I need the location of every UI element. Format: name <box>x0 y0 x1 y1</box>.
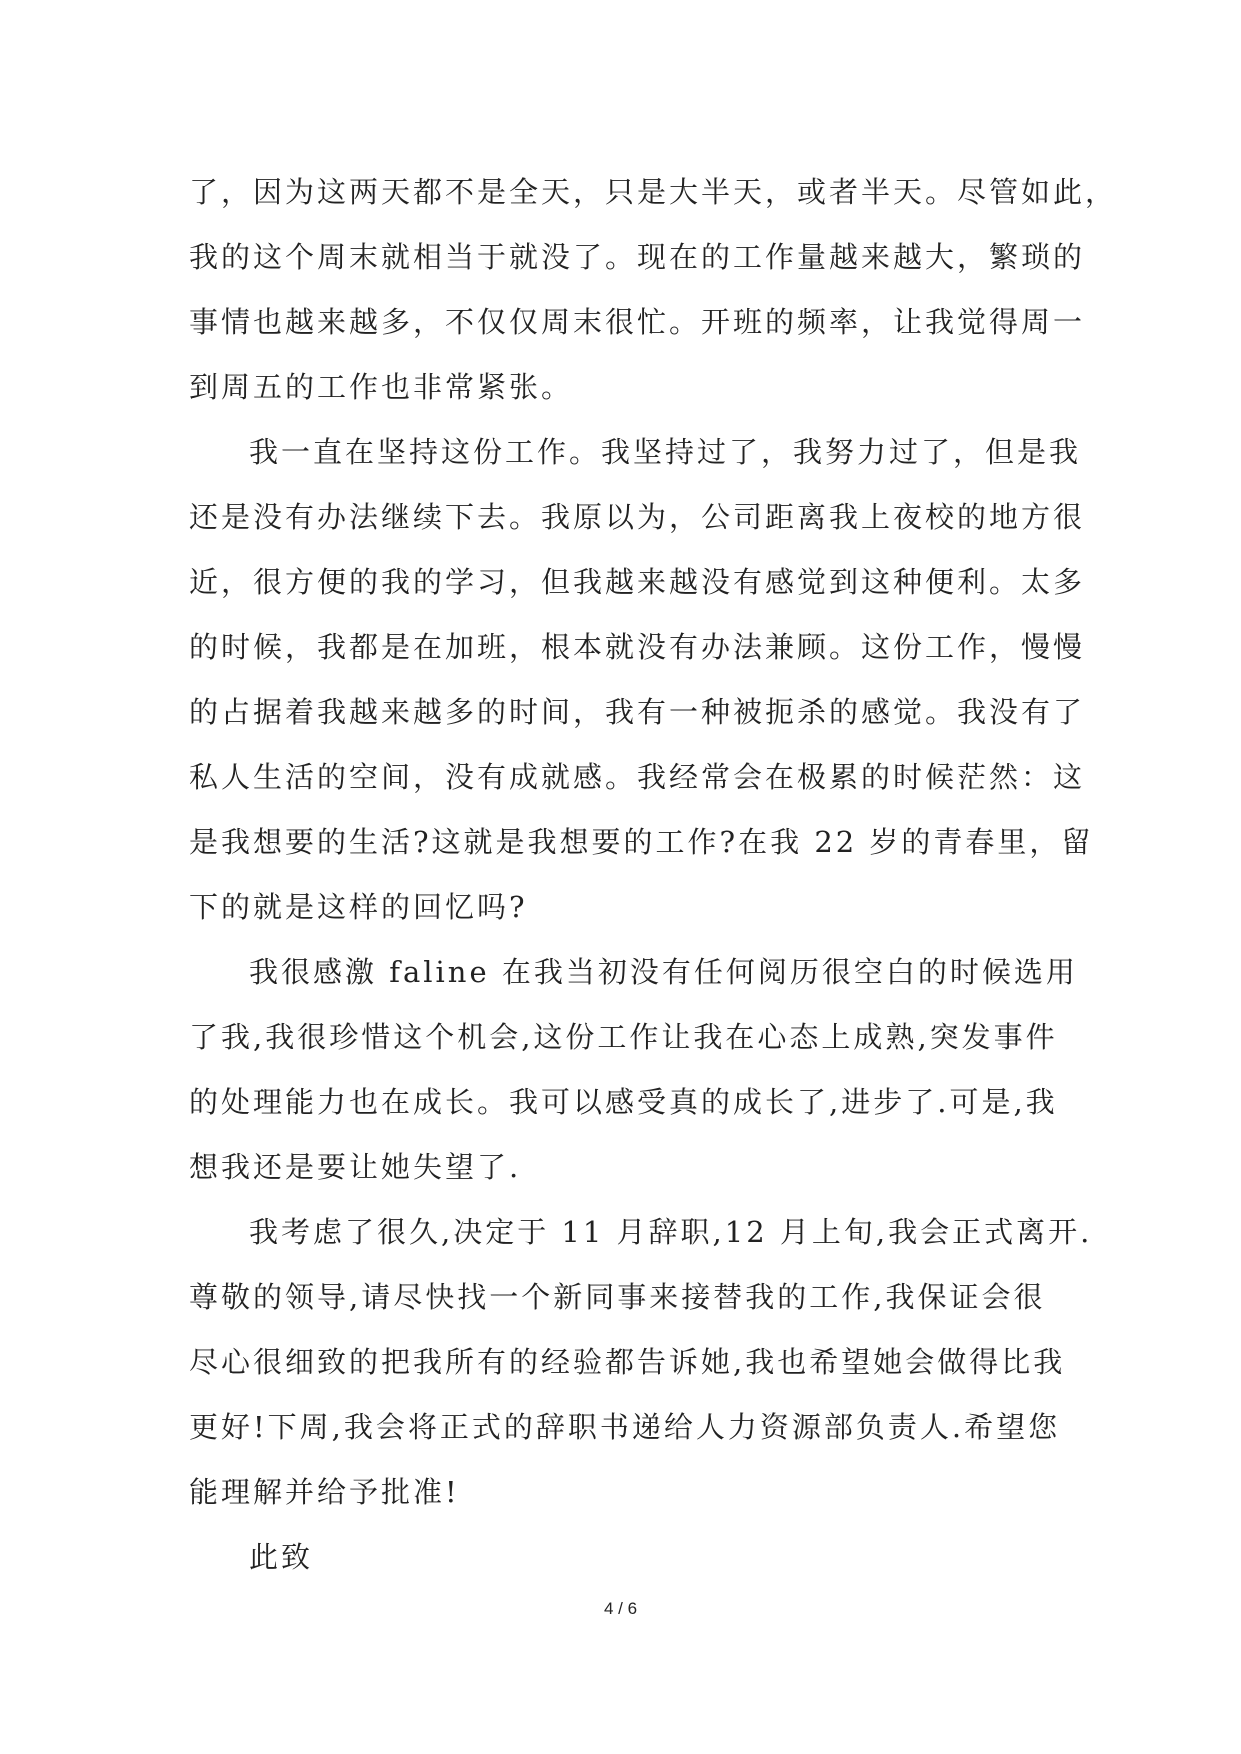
page-number: 4 / 6 <box>603 1599 638 1618</box>
text-line: 我的这个周末就相当于就没了。现在的工作量越来越大，繁琐的 <box>189 240 1086 274</box>
text-line: 更好!下周,我会将正式的辞职书递给人力资源部负责人.希望您 <box>189 1410 1061 1444</box>
text-line: 下的就是这样的回忆吗? <box>189 890 528 924</box>
text-line: 了，因为这两天都不是全天，只是大半天，或者半天。尽管如此， <box>189 175 1118 209</box>
text-line: 尽心很细致的把我所有的经验都告诉她,我也希望她会做得比我 <box>189 1345 1066 1379</box>
paragraph-decision <box>189 1200 1093 1525</box>
closing-salutation: 此致 <box>249 1540 314 1574</box>
text-line: 还是没有办法继续下去。我原以为，公司距离我上夜校的地方很 <box>189 500 1086 534</box>
text-line: 的占据着我越来越多的时间，我有一种被扼杀的感觉。我没有了 <box>189 695 1086 729</box>
text-line: 是我想要的生活?这就是我想要的工作?在我 22 岁的青春里，留 <box>189 825 1094 859</box>
text-line: 能理解并给予批准! <box>189 1475 460 1509</box>
text-line: 尊敬的领导,请尽快找一个新同事来接替我的工作,我保证会很 <box>189 1280 1046 1314</box>
paragraph-continuation <box>189 160 1118 420</box>
paragraph-closing <box>189 1525 1059 1590</box>
document-body <box>189 160 1118 1590</box>
text-line: 想我还是要让她失望了. <box>189 1150 522 1184</box>
text-line: 事情也越来越多，不仅仅周末很忙。开班的频率，让我觉得周一 <box>189 305 1086 339</box>
paragraph-gratitude <box>189 940 1078 1200</box>
text-line: 我考虑了很久,决定于 11 月辞职,12 月上旬,我会正式离开. <box>249 1215 1093 1249</box>
paragraph-persistence <box>189 420 1094 940</box>
text-line: 的时候，我都是在加班，根本就没有办法兼顾。这份工作，慢慢 <box>189 630 1086 664</box>
text-line: 私人生活的空间，没有成就感。我经常会在极累的时候茫然：这 <box>189 760 1086 794</box>
text-line: 我很感激 faline 在我当初没有任何阅历很空白的时候选用 <box>249 955 1078 989</box>
text-line: 到周五的工作也非常紧张。 <box>189 370 574 404</box>
text-line: 我一直在坚持这份工作。我坚持过了，我努力过了，但是我 <box>249 435 1082 469</box>
text-line: 近，很方便的我的学习，但我越来越没有感觉到这种便利。太多 <box>189 565 1086 599</box>
text-line: 的处理能力也在成长。我可以感受真的成长了,进步了.可是,我 <box>189 1085 1058 1119</box>
text-line: 了我,我很珍惜这个机会,这份工作让我在心态上成熟,突发事件 <box>189 1020 1058 1054</box>
